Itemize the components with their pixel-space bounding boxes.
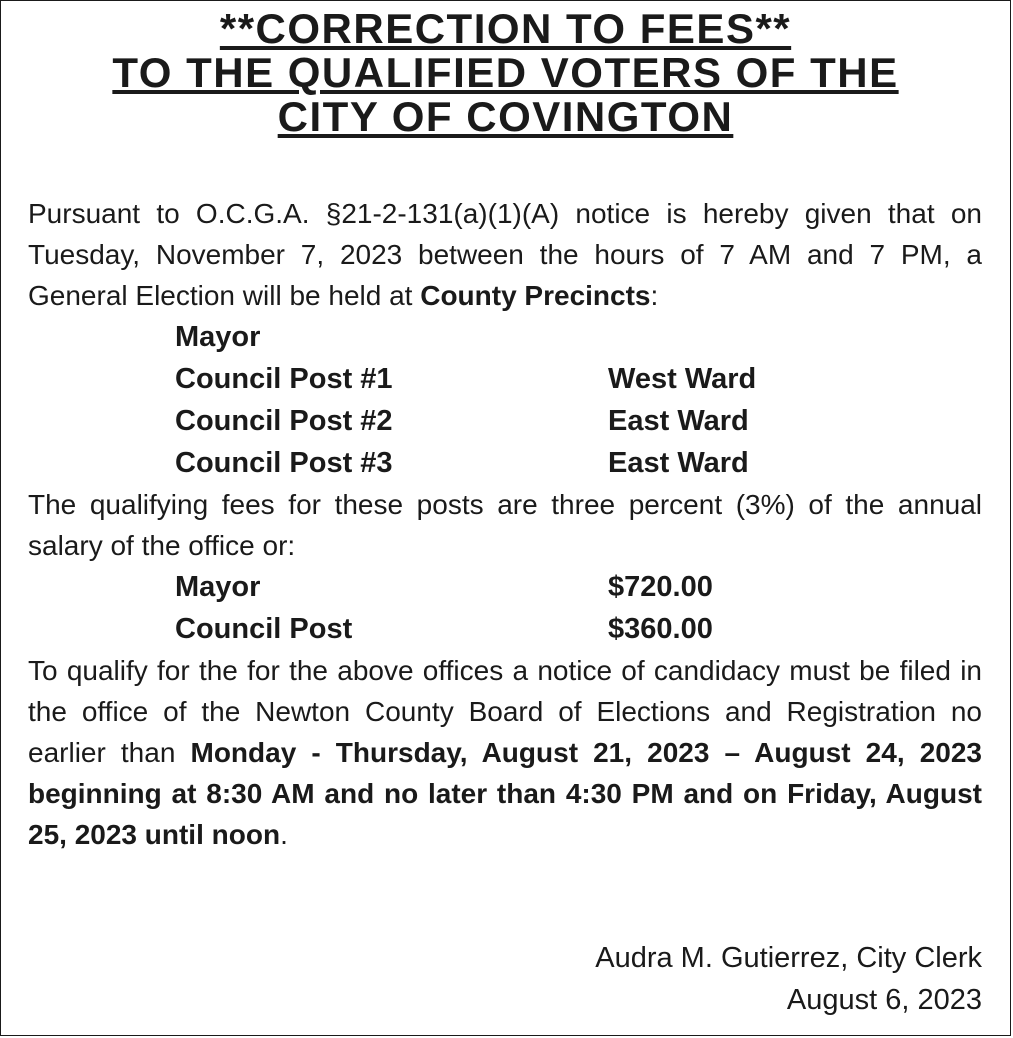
headline-city: CITY OF COVINGTON	[277, 93, 734, 140]
post-ward: West Ward	[608, 363, 757, 395]
qualify-dates: Monday - Thursday, August 21, 2023 – August 24, 2023 beginning at 8:30 AM and no later than 4:30 PM and on Friday, August 25, 2023 until noon	[28, 737, 982, 850]
headline-line-1	[1, 7, 1010, 51]
post-ward: East Ward	[608, 447, 749, 479]
post-office: Council Post #1	[175, 363, 393, 395]
post-office: Mayor	[175, 321, 261, 353]
post-row	[175, 358, 982, 400]
fee-row	[175, 608, 982, 650]
fee-amount: $720.00	[608, 571, 713, 603]
intro-text: Pursuant to O.C.G.A. §21-2-131(a)(1)(A) notice is hereby given that on Tuesday, November 7, 2023 between the hours of 7 AM and 7 PM, a General Election will be held at	[28, 198, 982, 311]
post-row	[175, 400, 982, 442]
post-row	[175, 316, 982, 358]
fee-office: Mayor	[175, 571, 261, 603]
headline	[1, 7, 1010, 139]
notice-date: August 6, 2023	[786, 984, 982, 1016]
fees-table	[28, 566, 982, 650]
post-ward: East Ward	[608, 405, 749, 437]
fees-paragraph: The qualifying fees for these posts are three percent (3%) of the annual salary of the office or:	[28, 489, 982, 561]
fee-row	[175, 566, 982, 608]
qualify-tail: .	[280, 819, 288, 850]
qualify-text: To qualify for the for the above offices a notice of candidacy must be filed in the office of the Newton County Board of Elections and Registration no earlier than	[28, 655, 982, 768]
intro-location: County Precincts	[420, 280, 651, 311]
notice-body	[28, 193, 982, 855]
headline-voters: TO THE QUALIFIED VOTERS OF THE	[112, 49, 899, 96]
fee-office: Council Post	[175, 613, 353, 645]
post-row	[175, 442, 982, 484]
post-office: Council Post #3	[175, 447, 393, 479]
headline-correction: **CORRECTION TO FEES**	[219, 5, 792, 52]
headline-line-2	[1, 51, 1010, 95]
fee-amount: $360.00	[608, 613, 713, 645]
clerk-name: Audra M. Gutierrez, City Clerk	[595, 942, 982, 974]
headline-line-3	[1, 95, 1010, 139]
signature-block	[595, 937, 982, 1021]
intro-paragraph	[28, 193, 982, 316]
posts-table	[28, 316, 982, 484]
qualify-paragraph	[28, 650, 982, 855]
intro-tail: :	[650, 280, 659, 311]
post-office: Council Post #2	[175, 405, 393, 437]
